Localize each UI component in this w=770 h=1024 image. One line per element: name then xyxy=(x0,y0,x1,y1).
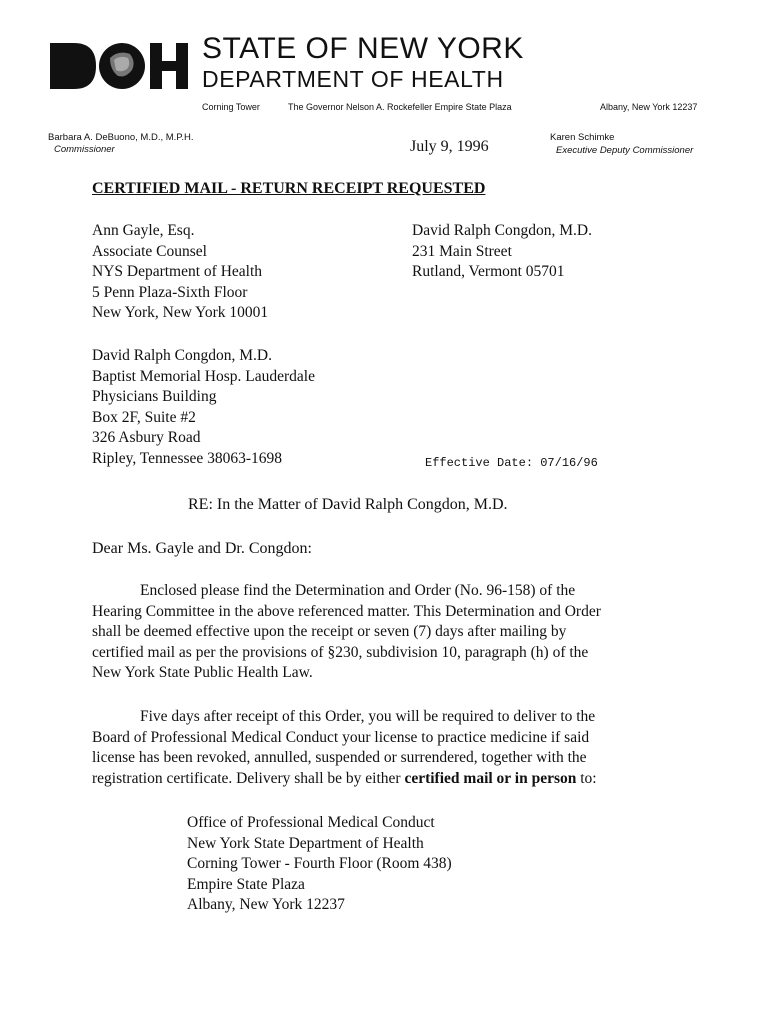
paragraph-text: to: xyxy=(576,769,597,787)
recipient-right-line: 231 Main Street xyxy=(412,242,512,260)
re-line: RE: In the Matter of David Ralph Congdon, M.D. xyxy=(188,496,508,513)
recipient-third-line: 326 Asbury Road xyxy=(92,429,201,446)
office-address-block xyxy=(187,813,452,916)
recipient-right-line: Rutland, Vermont 05701 xyxy=(412,263,565,280)
office-address-line: Empire State Plaza xyxy=(187,875,305,893)
recipient-left-line: Ann Gayle, Esq. xyxy=(92,222,195,239)
letterhead-address-plaza: The Governor Nelson A. Rockefeller Empire State Plaza xyxy=(288,102,512,112)
recipient-third-line: David Ralph Congdon, M.D. xyxy=(92,347,272,364)
recipient-left-line: 5 Penn Plaza-Sixth Floor xyxy=(92,283,248,301)
paragraph-line: certified mail as per the provisions of §230, subdivision 10, paragraph (h) of the xyxy=(92,643,589,661)
office-address-line: Albany, New York 12237 xyxy=(187,896,345,913)
deputy-name: Karen Schimke xyxy=(550,132,615,143)
deputy-title: Executive Deputy Commissioner xyxy=(556,145,694,156)
paragraph-last-line xyxy=(92,769,692,790)
recipient-left-line: Associate Counsel xyxy=(92,242,207,260)
paragraph-line: shall be deemed effective upon the receipt or seven (7) days after mailing by xyxy=(92,623,567,640)
recipient-block-third xyxy=(92,346,315,469)
paragraph-1 xyxy=(92,581,692,684)
recipient-third-line: Ripley, Tennessee 38063-1698 xyxy=(92,449,283,467)
commissioner-title: Commissioner xyxy=(54,144,115,155)
recipient-right-line: David Ralph Congdon, M.D. xyxy=(412,222,592,239)
paragraph-line: Hearing Committee in the above referenced matter. This Determination and Order xyxy=(92,602,601,620)
office-address-line: Corning Tower - Fourth Floor (Room 438) xyxy=(187,855,452,872)
salutation: Dear Ms. Gayle and Dr. Congdon: xyxy=(92,540,312,557)
office-address-line: New York State Department of Health xyxy=(187,834,424,852)
recipient-left-line: New York, New York 10001 xyxy=(92,304,269,321)
letterhead-title-line1: STATE OF NEW YORK xyxy=(202,32,524,65)
paragraph-line: license has been revoked, annulled, suspended or surrendered, together with the xyxy=(92,749,587,766)
paragraph-line: New York State Public Health Law. xyxy=(92,664,313,681)
paragraph-line: Board of Professional Medical Conduct your license to practice medicine if said xyxy=(92,728,590,746)
recipient-third-line: Box 2F, Suite #2 xyxy=(92,408,196,426)
certified-mail-heading: CERTIFIED MAIL - RETURN RECEIPT REQUESTED xyxy=(92,180,486,197)
letterhead-address-city: Albany, New York 12237 xyxy=(600,102,698,112)
recipient-block-right xyxy=(412,221,592,283)
paragraph-2 xyxy=(92,707,692,789)
recipient-third-line: Physicians Building xyxy=(92,388,217,405)
effective-date-stamp: Effective Date: 07/16/96 xyxy=(425,456,598,470)
office-address-line: Office of Professional Medical Conduct xyxy=(187,814,435,831)
recipient-block-left xyxy=(92,221,268,324)
paragraph-text: registration certificate. Delivery shall be by either xyxy=(92,769,405,787)
letter-date: July 9, 1996 xyxy=(410,138,489,155)
paragraph-bold-text: certified mail or in person xyxy=(404,769,577,787)
letterhead-address-building: Corning Tower xyxy=(202,102,260,112)
paragraph-line: Enclosed please find the Determination and Order (No. 96-158) of the xyxy=(140,582,576,599)
doh-logo xyxy=(48,40,192,92)
letterhead-title-line2: DEPARTMENT OF HEALTH xyxy=(202,66,504,92)
recipient-third-line: Baptist Memorial Hosp. Lauderdale xyxy=(92,367,315,385)
paragraph-line: Five days after receipt of this Order, you will be required to deliver to the xyxy=(140,708,596,725)
commissioner-name: Barbara A. DeBuono, M.D., M.P.H. xyxy=(48,132,194,143)
recipient-left-line: NYS Department of Health xyxy=(92,263,263,280)
